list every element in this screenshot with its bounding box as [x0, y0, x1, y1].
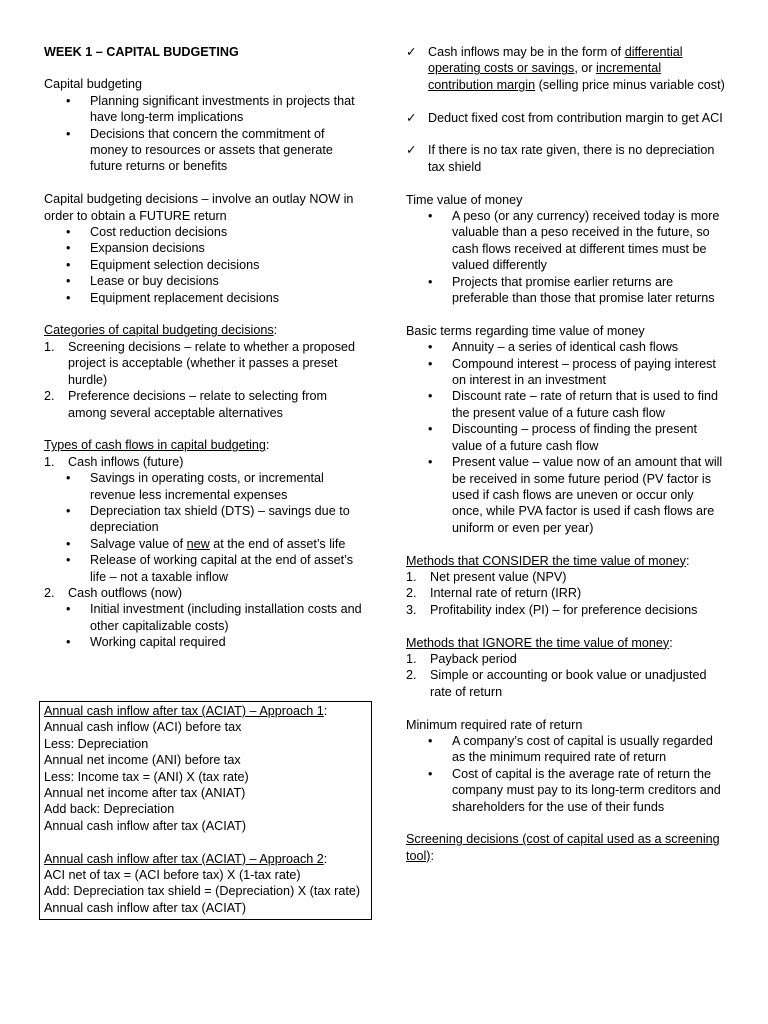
- list-item: • Release of working capital at the end of asset’s life – not a taxable inflow: [90, 552, 364, 585]
- approach1-line: Annual cash inflow after tax (ACIAT): [44, 818, 247, 833]
- check-note-cash-inflows: ✓ Cash inflows may be in the form of differential operating costs or savings, or incremental contribution margin (selling price minus variable cost): [406, 45, 725, 92]
- approach1-line: Annual net income (ANI) before tax: [44, 753, 241, 768]
- list-item: 2. Preference decisions – relate to selecting from among several acceptable alternatives: [44, 389, 328, 420]
- methods-consider-heading: Methods that CONSIDER the time value of money:: [406, 553, 690, 568]
- basic-terms-heading: Basic terms regarding time value of money: [406, 323, 645, 338]
- list-item: • Discounting – process of finding the present value of a future cash flow: [452, 421, 726, 454]
- list-item: • A company’s cost of capital is usually regarded as the minimum required rate of return: [452, 733, 726, 766]
- checkmark-icon: ✓: [406, 45, 417, 59]
- approach1-line: Add back: Depreciation: [44, 802, 175, 817]
- list-item: • A peso (or any currency) received today is more valuable than a peso received in the future, so cash flows received at different times must be valued differently: [452, 208, 726, 274]
- checkmark-icon: ✓: [406, 110, 417, 125]
- list-item: 1. Net present value (NPV): [406, 569, 567, 584]
- list-item: • Lease or buy decisions: [90, 273, 364, 289]
- cash-outflows-list: [68, 601, 364, 650]
- categories-list: [44, 339, 364, 421]
- list-item: • Decisions that concern the commitment of money to resources or assets that generate future returns or benefits: [90, 126, 364, 175]
- page-title: WEEK 1 – CAPITAL BUDGETING: [44, 45, 239, 59]
- list-item: • Discount rate – rate of return that is used to find the present value of a future cash flow: [452, 388, 726, 421]
- list-item: 1. Payback period: [406, 651, 517, 666]
- decisions-list: [44, 224, 364, 306]
- approach1-line: Annual cash inflow (ACI) before tax: [44, 720, 242, 735]
- min-rate-heading: Minimum required rate of return: [406, 717, 583, 732]
- capital-budgeting-list: [44, 93, 364, 175]
- methods-ignore-list: [406, 651, 726, 700]
- list-item: • Present value – value now of an amount that will be received in some future period (PV factor is used if cash flows are uneven or occur only once, while PVA factor is used if cash flows are uniform or even per year): [452, 454, 726, 536]
- cash-inflows-item: 1. Cash inflows (future) • Savings in operating costs, or incremental revenue less incremental expenses • Depreciation tax shield (DTS) – savings due to depreciation • Salvage value of new at the end of asset’s life • Release of working capital at the end of asset’s life – not a taxable inflow: [68, 454, 364, 585]
- list-item: • Cost of capital is the average rate of return the company must pay to its long-term creditors and shareholders for the use of their funds: [452, 766, 726, 815]
- check-note-fixed-cost: ✓ Deduct fixed cost from contribution margin to get ACI: [406, 110, 723, 125]
- list-item: • Working capital required: [90, 634, 364, 650]
- list-item: 1. Screening decisions – relate to whether a proposed project is acceptable (whether it passes a preset hurdle): [44, 339, 356, 387]
- cash-flows-heading: Types of cash flows in capital budgeting:: [44, 438, 270, 453]
- list-item: • Equipment selection decisions: [90, 257, 364, 273]
- right-column: [406, 44, 726, 864]
- list-item: • Planning significant investments in projects that have long-term implications: [90, 93, 364, 126]
- list-item: 3. Profitability index (PI) – for preference decisions: [406, 602, 698, 617]
- check-note-tax-rate: ✓ If there is no tax rate given, there is no depreciation tax shield: [406, 143, 715, 174]
- list-item: • Cost reduction decisions: [90, 224, 364, 240]
- list-item: • Annuity – a series of identical cash flows: [452, 339, 726, 355]
- aciat-box: [39, 701, 372, 920]
- list-item: 2. Internal rate of return (IRR): [406, 586, 582, 601]
- checkmark-icon: ✓: [406, 143, 417, 158]
- categories-heading: Categories of capital budgeting decisions:: [44, 323, 278, 338]
- cash-flows-list: [44, 454, 364, 651]
- list-item: • Depreciation tax shield (DTS) – savings due to depreciation: [90, 503, 364, 536]
- approach1-line: Less: Income tax = (ANI) X (tax rate): [44, 769, 249, 784]
- min-rate-list: [406, 733, 726, 815]
- cash-inflows-list: [68, 470, 364, 585]
- approach1-heading: Annual cash inflow after tax (ACIAT) – Approach 1:: [44, 704, 328, 718]
- approach1-line: Less: Depreciation: [44, 736, 149, 751]
- basic-terms-list: [406, 339, 726, 536]
- screening-heading: Screening decisions (cost of capital used as a screening tool):: [406, 832, 720, 863]
- approach2-line: Annual cash inflow after tax (ACIAT): [44, 900, 247, 915]
- list-item: • Savings in operating costs, or incremental revenue less incremental expenses: [90, 470, 364, 503]
- approach2-line: Add: Depreciation tax shield = (Depreciation) X (tax rate): [44, 884, 361, 899]
- list-item: • Compound interest – process of paying interest on interest in an investment: [452, 356, 726, 389]
- list-item: • Equipment replacement decisions: [90, 290, 364, 306]
- methods-consider-list: [406, 569, 726, 618]
- list-item: • Salvage value of new at the end of asset’s life: [90, 536, 364, 552]
- list-item: • Expansion decisions: [90, 240, 364, 256]
- list-item: • Projects that promise earlier returns are preferable than those that promise later returns: [452, 274, 726, 307]
- tvm-heading: Time value of money: [406, 192, 523, 207]
- decisions-intro: Capital budgeting decisions – involve an outlay NOW in order to obtain a FUTURE return: [44, 192, 354, 223]
- approach1-line: Annual net income after tax (ANIAT): [44, 786, 246, 801]
- methods-ignore-heading: Methods that IGNORE the time value of money:: [406, 635, 673, 650]
- cash-outflows-item: 2. Cash outflows (now) • Initial investment (including installation costs and other capitalizable costs) • Working capital required: [68, 585, 364, 651]
- list-item: 2. Simple or accounting or book value or unadjusted rate of return: [406, 668, 707, 699]
- capital-budgeting-heading: Capital budgeting: [44, 77, 143, 92]
- left-column: [44, 44, 364, 651]
- tvm-list: [406, 208, 726, 306]
- approach2-line: ACI net of tax = (ACI before tax) X (1-tax rate): [44, 868, 301, 883]
- approach2-heading: Annual cash inflow after tax (ACIAT) – Approach 2:: [44, 851, 328, 866]
- list-item: • Initial investment (including installation costs and other capitalizable costs): [90, 601, 364, 634]
